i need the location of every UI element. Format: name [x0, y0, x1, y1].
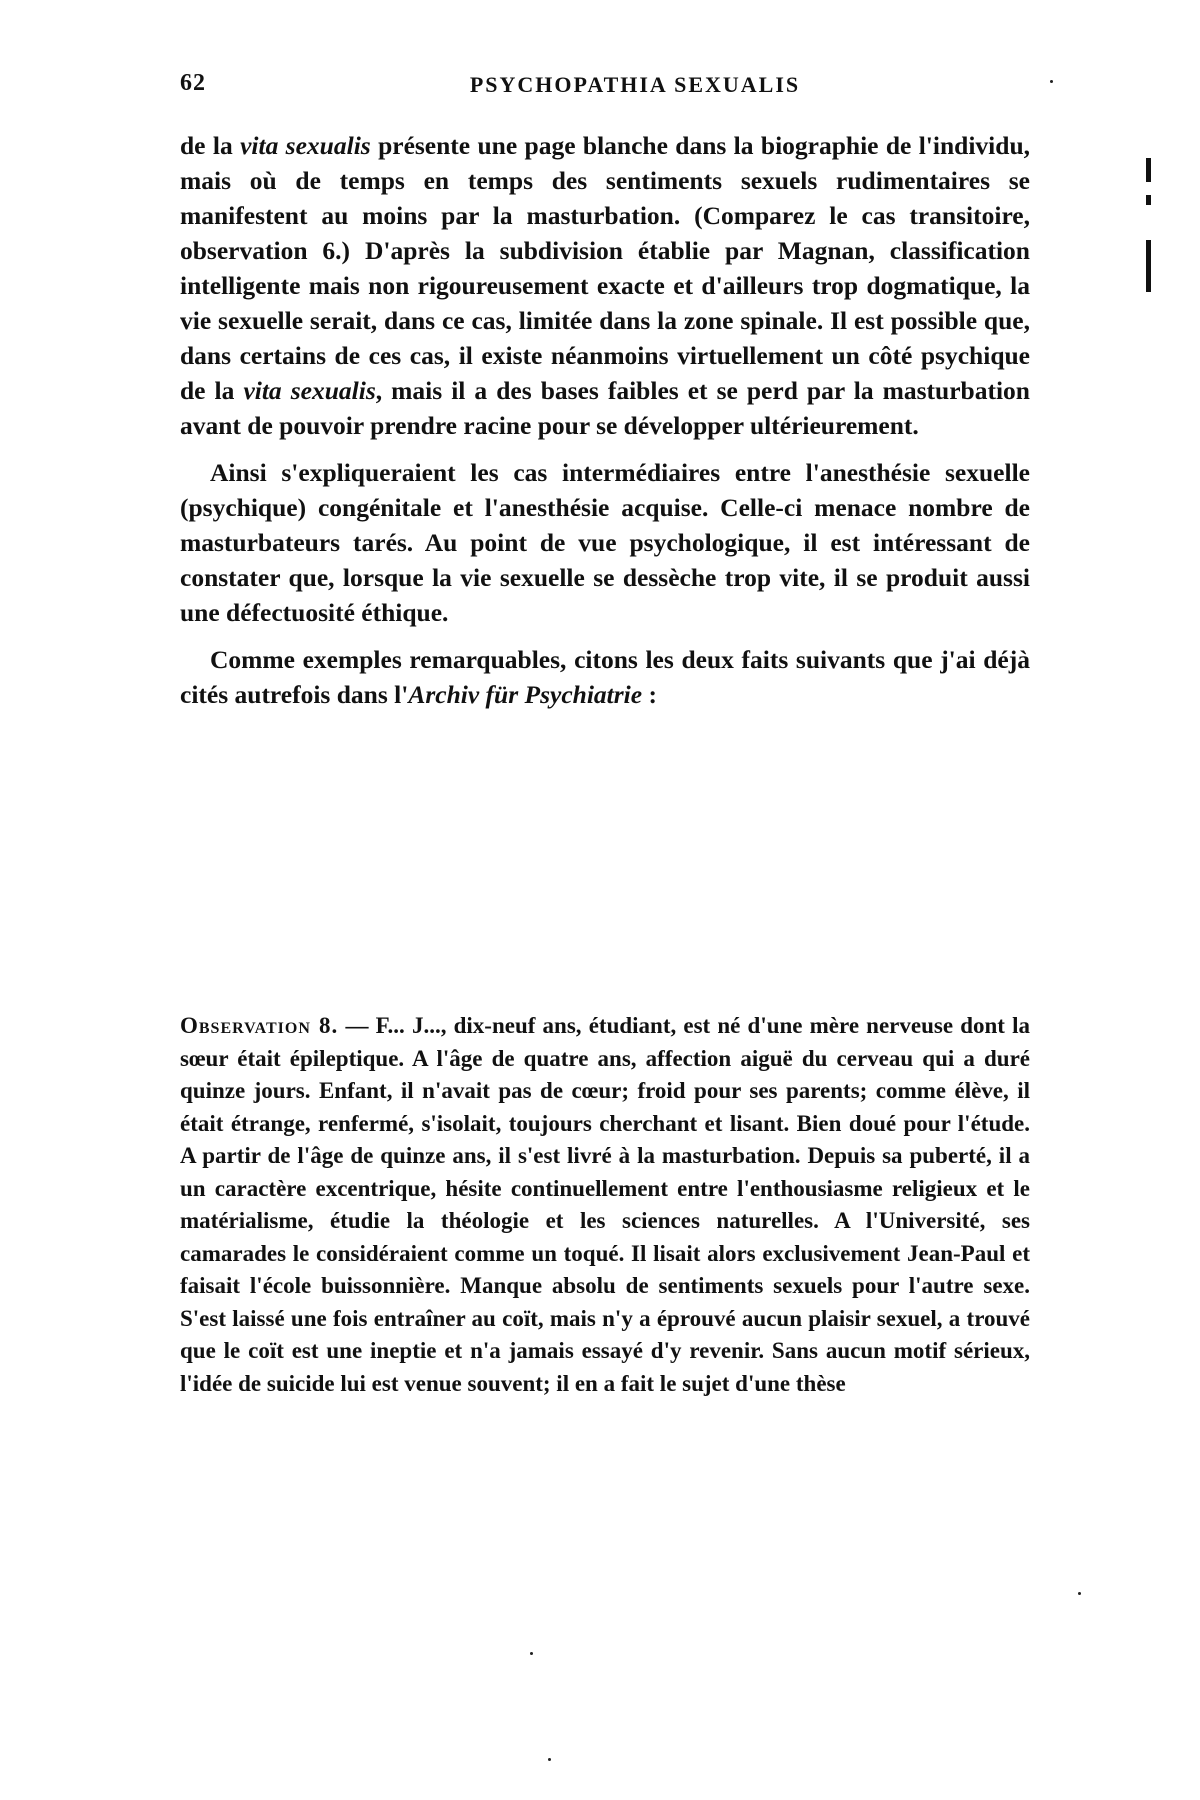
- paragraph-1-italic-a: vita sexualis: [240, 131, 371, 160]
- main-text: [180, 128, 1030, 724]
- paper-speck: [1050, 80, 1053, 83]
- paragraph-3: [180, 642, 1030, 712]
- margin-mark-3: [1146, 240, 1151, 292]
- paper-speck: [548, 1758, 551, 1761]
- paragraph-1-italic-b: vita sexualis: [243, 376, 376, 405]
- paper-speck: [530, 1652, 533, 1655]
- paragraph-1-part-c: présente une page blanche dans la biographie de l'individu, mais où de temps en temps des sentiments sexuels rudimentaires se manifestent au moins par la masturbation. (Comparez le cas transitoire, observation 6.) D'après la subdivision établie par Magnan, classification intelligente mais non rigoureusement exacte et d'ailleurs trop dogmatique, la vie sexuelle serait, dans ce cas, limitée dans la zone spinale. Il est possible que, dans certains de ces cas, il existe néanmoins virtuellement un côté psychique de la: [180, 131, 1030, 405]
- paragraph-1: [180, 128, 1030, 443]
- observation-8: [180, 1010, 1030, 1400]
- paragraph-3-part-c: :: [642, 680, 657, 709]
- paragraph-3-journal-title: Archiv für Psychiatrie: [408, 680, 643, 709]
- paper-speck: [1078, 1592, 1081, 1595]
- paragraph-3-part-a: Comme exemples remarquables, citons les deux faits suivants que j'ai déjà cités autrefois dans l': [180, 645, 1030, 709]
- paragraph-1-part-a: de la: [180, 131, 241, 160]
- observation-block: [180, 1010, 1030, 1400]
- page-number: 62: [180, 70, 206, 96]
- book-title: PSYCHOPATHIA SEXUALIS: [469, 72, 801, 97]
- paragraph-2: Ainsi s'expliqueraient les cas intermédiaires entre l'anesthésie sexuelle (psychique) congénitale et l'anesthésie acquise. Celle-ci menace nombre de masturbateurs tarés. Au point de vue psychologique, il est intéressant de constater que, lorsque la vie sexuelle se dessèche trop vite, il se produit aussi une défectuosité éthique.: [180, 458, 1030, 627]
- observation-label: Observation 8.: [180, 1013, 339, 1038]
- margin-mark-2: [1146, 195, 1151, 205]
- observation-text: — F... J..., dix-neuf ans, étudiant, est né d'une mère nerveuse dont la sœur était épileptique. A l'âge de quatre ans, affection aiguë du cerveau qui a duré quinze jours. Enfant, il n'avait pas de cœur; froid pour ses parents; comme élève, il était étrange, renfermé, s'isolait, toujours cherchant et lisant. Bien doué pour l'étude. A partir de l'âge de quinze ans, il s'est livré à la masturbation. Depuis sa puberté, il a un caractère excentrique, hésite continuellement entre l'enthousiasme religieux et le matérialisme, étudie la théologie et les sciences naturelles. A l'Université, ses camarades le considéraient comme un toqué. Il lisait alors exclusivement Jean-Paul et faisait l'école buissonnière. Manque absolu de sentiments sexuels pour l'autre sexe. S'est laissé une fois entraîner au coït, mais n'y a éprouvé aucun plaisir sexuel, a trouvé que le coït est une ineptie et n'a jamais essayé d'y revenir. Sans aucun motif sérieux, l'idée de suicide lui est venue souvent; il en a fait le sujet d'une thèse: [180, 1013, 1030, 1396]
- paragraph-1-part-e: , mais il a des bases faibles et se perd par la masturbation avant de pouvoir prendre racine pour se développer ultérieurement.: [180, 376, 1030, 440]
- running-head: [180, 70, 1050, 110]
- margin-mark-1: [1146, 158, 1151, 182]
